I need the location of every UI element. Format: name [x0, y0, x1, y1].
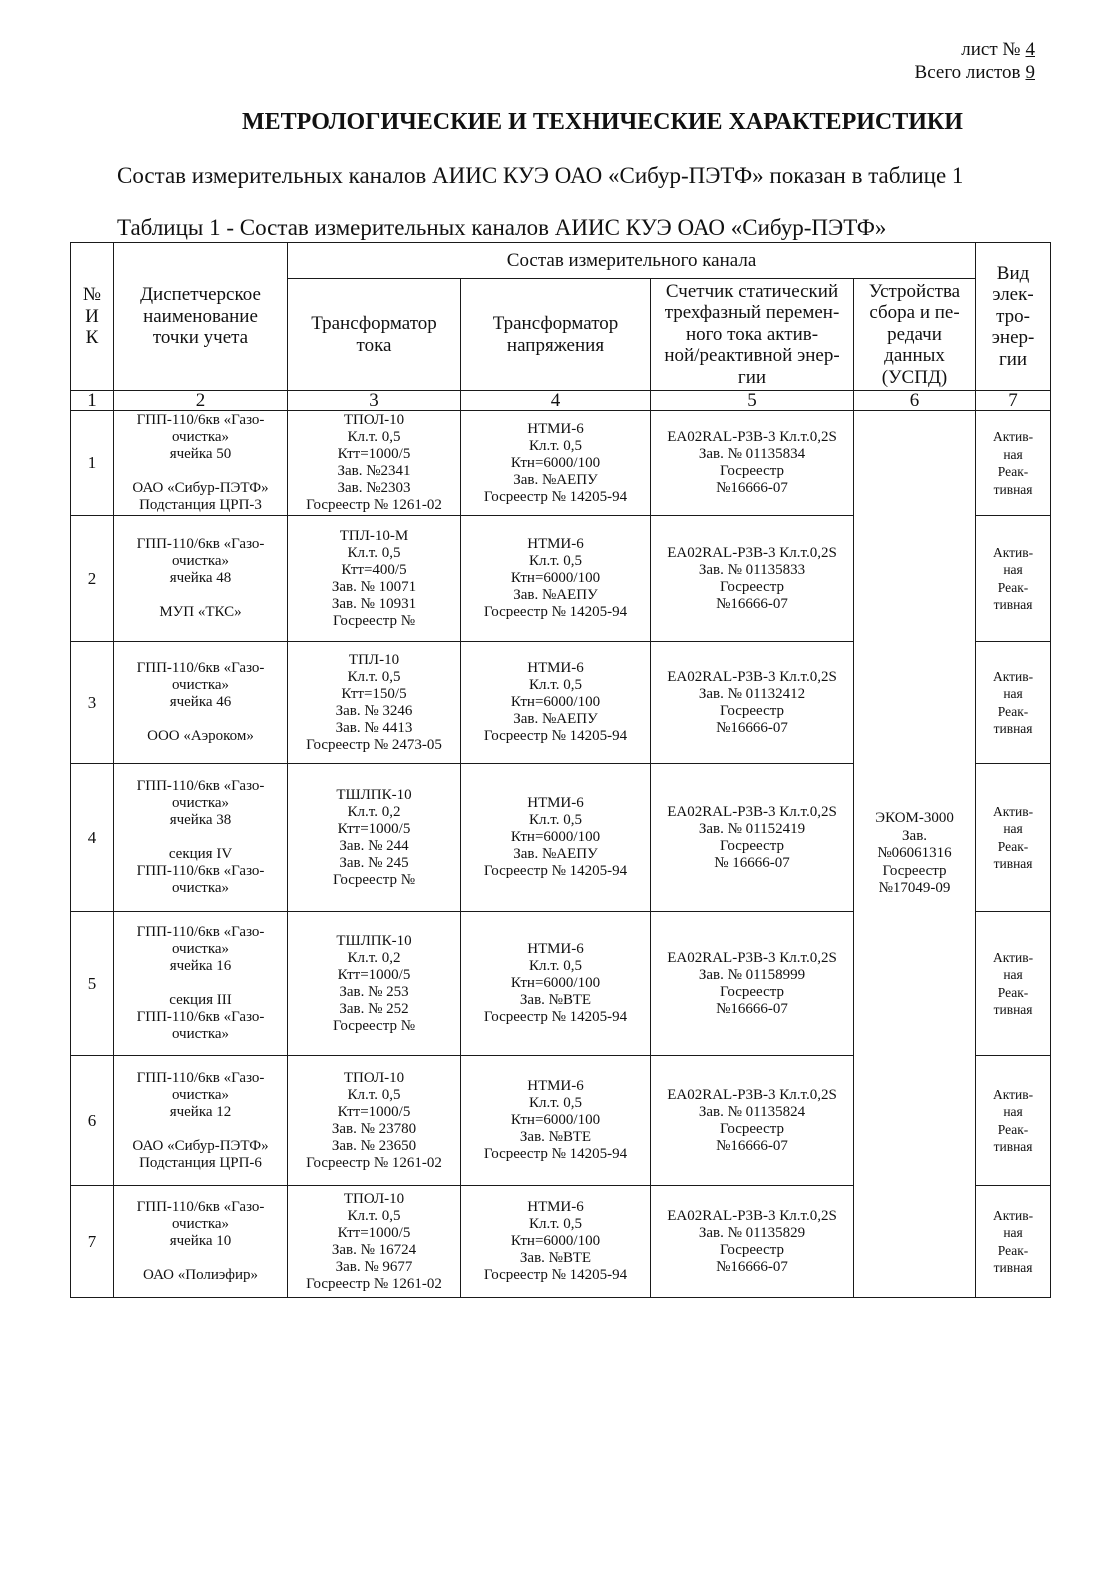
sheet-info — [915, 38, 1035, 84]
header-line: Диспетчерское — [140, 284, 261, 306]
column-number-1: 1 — [71, 391, 114, 411]
energy-type-line: Актив- — [992, 1086, 1034, 1102]
current-transformer-line: Ктт=1000/5 — [337, 1103, 411, 1120]
meter-line: EA02RAL-P3B-3 Кл.т.0,2S — [667, 1207, 837, 1224]
meter-line: EA02RAL-P3B-3 Кл.т.0,2S — [667, 544, 837, 561]
energy-type-cell — [976, 764, 1051, 912]
current-transformer-line: ТПОЛ-10 — [343, 1069, 405, 1086]
point-name-cell — [114, 642, 288, 764]
sheet-total-number: 9 — [1025, 62, 1035, 83]
point-owner — [116, 480, 285, 514]
voltage-transformer-line: Кл.т. 0,5 — [529, 1216, 582, 1232]
column-number-row — [71, 391, 1051, 411]
header-line: тока — [356, 334, 392, 356]
current-transformer-line: Ктт=1000/5 — [337, 820, 411, 837]
point-name-cell — [114, 764, 288, 912]
ik-number-cell: 7 — [71, 1186, 114, 1298]
header-line: Трансформатор — [492, 313, 619, 334]
uspd-device-line: №17049-09 — [878, 880, 951, 897]
column-number-7: 7 — [976, 391, 1051, 411]
current-transformer-line: ТПЛ-10 — [348, 651, 400, 668]
header-line: данных — [884, 345, 945, 367]
energy-type-cell — [976, 516, 1051, 642]
point-name-line: очистка» — [171, 1086, 230, 1103]
header-row-top — [71, 243, 1051, 279]
column-number-2: 2 — [114, 391, 288, 411]
meter-cell — [651, 1186, 854, 1298]
meter-cell — [651, 516, 854, 642]
energy-type-line: тивная — [993, 481, 1033, 497]
energy-type-cell — [976, 411, 1051, 516]
voltage-transformer-line: Кл.т. 0,5 — [529, 677, 582, 693]
point-name-line: очистка» — [171, 795, 230, 811]
voltage-transformer-line: Кл.т. 0,5 — [529, 812, 582, 828]
energy-type-line: Актив- — [992, 544, 1034, 560]
voltage-transformer-cell — [461, 642, 651, 764]
uspd-device-cell — [854, 411, 976, 1298]
point-name-cell — [114, 516, 288, 642]
column-number-3: 3 — [288, 391, 461, 411]
energy-type-line: тивная — [993, 1139, 1033, 1154]
sheet-total-line — [915, 61, 1035, 84]
header-line: Трансформатор — [311, 313, 437, 334]
current-transformer-line: Зав. № 3246 — [335, 702, 413, 719]
voltage-transformer-line: Госреестр № 14205-94 — [483, 1009, 628, 1025]
header-energy-type — [976, 243, 1051, 391]
header-ik-number — [71, 243, 114, 391]
point-owner-line: ОАО «Полиэфир» — [143, 1267, 258, 1283]
point-name-line: очистка» — [171, 429, 230, 445]
meter-line: Зав. № 01135834 — [698, 446, 806, 462]
current-transformer-line: Кл.т. 0,5 — [347, 668, 401, 685]
uspd-device-line: №06061316 — [877, 845, 952, 862]
voltage-transformer-line: НТМИ-6 — [527, 1199, 584, 1215]
energy-type-line: ная — [1003, 562, 1023, 577]
point-name-line: ячейка 12 — [169, 1103, 232, 1120]
energy-type-line: Актив- — [992, 949, 1034, 965]
point-name-line: ячейка 10 — [169, 1233, 232, 1249]
energy-type-line: ная — [1003, 967, 1023, 982]
energy-type-line: ная — [1003, 686, 1023, 701]
voltage-transformer-cell — [461, 516, 651, 642]
voltage-transformer-line: Кл.т. 0,5 — [529, 553, 582, 569]
current-transformer-line: Зав. № 23650 — [331, 1137, 417, 1154]
sheet-label: лист № — [961, 39, 1021, 60]
current-transformer-line: Госреестр № 1261-02 — [306, 1275, 442, 1292]
voltage-transformer-cell — [461, 764, 651, 912]
voltage-transformer-line: Зав. №АЕПУ — [513, 587, 598, 603]
header-line: Устройства — [868, 280, 961, 302]
point-name-line: очистка» — [171, 553, 230, 569]
spacer — [116, 829, 285, 846]
point-name-line: ячейка 46 — [169, 694, 232, 710]
meter-cell — [651, 642, 854, 764]
energy-type-line: Актив- — [992, 668, 1034, 684]
current-transformer-line: Госреестр № 2473-05 — [306, 736, 442, 753]
current-transformer-line: Кл.т. 0,5 — [347, 1086, 401, 1103]
header-channel-group: Состав измерительного канала — [288, 243, 976, 279]
voltage-transformer-line: Кл.т. 0,5 — [529, 437, 582, 454]
current-transformer-cell — [288, 1056, 461, 1186]
sheet-number-line — [915, 38, 1035, 61]
meter-line: №16666-07 — [716, 1000, 788, 1017]
voltage-transformer-line: Ктн=6000/100 — [510, 454, 601, 471]
energy-type-line: Реак- — [997, 579, 1029, 595]
meter-line: №16666-07 — [716, 1258, 788, 1275]
column-number-4: 4 — [461, 391, 651, 411]
voltage-transformer-line: Ктн=6000/100 — [510, 694, 601, 710]
point-feeder — [116, 412, 285, 463]
meter-line: Зав. № 01158999 — [698, 966, 806, 983]
spacer — [116, 711, 285, 728]
current-transformer-line: ТПОЛ-10 — [343, 1190, 405, 1207]
voltage-transformer-line: НТМИ-6 — [527, 536, 584, 552]
point-feeder — [116, 1070, 285, 1121]
voltage-transformer-line: Госреестр № 14205-94 — [483, 1267, 628, 1283]
meter-cell — [651, 1056, 854, 1186]
header-line: ной/реактивной энер- — [664, 345, 840, 367]
current-transformer-cell — [288, 642, 461, 764]
current-transformer-line: Кл.т. 0,2 — [347, 949, 401, 966]
voltage-transformer-line: НТМИ-6 — [527, 795, 584, 811]
current-transformer-line: Госреестр № 1261-02 — [306, 497, 442, 513]
ik-number-cell: 5 — [71, 912, 114, 1056]
point-name-cell — [114, 1186, 288, 1298]
meter-line: Госреестр — [720, 1120, 784, 1137]
energy-type-cell — [976, 1056, 1051, 1186]
current-transformer-line: Зав. № 16724 — [331, 1241, 417, 1258]
point-name-cell — [114, 1056, 288, 1186]
energy-type-line: тивная — [993, 856, 1033, 871]
current-transformer-line: Зав. №2341 — [337, 463, 411, 479]
point-owner — [116, 1267, 285, 1284]
point-name-line: очистка» — [171, 941, 230, 957]
point-name-line: ГПП-110/6кв «Газо- — [136, 1069, 265, 1086]
current-transformer-line: Госреестр № — [332, 1017, 416, 1034]
energy-type-line: Реак- — [997, 464, 1029, 479]
point-feeder — [116, 924, 285, 975]
energy-type-line: тивная — [993, 1002, 1033, 1017]
point-name-line: ГПП-110/6кв «Газо- — [136, 660, 265, 676]
energy-type-line: тивная — [993, 1260, 1033, 1275]
meter-line: №16666-07 — [716, 480, 788, 496]
voltage-transformer-line: Ктн=6000/100 — [510, 975, 601, 991]
voltage-transformer-line: НТМИ-6 — [527, 941, 584, 957]
current-transformer-line: ТПОЛ-10 — [343, 412, 405, 428]
current-transformer-cell — [288, 516, 461, 642]
meter-line: EA02RAL-P3B-3 Кл.т.0,2S — [667, 1086, 837, 1103]
meter-line: №16666-07 — [716, 1137, 788, 1154]
current-transformer-line: Кл.т. 0,5 — [347, 429, 401, 445]
header-line: Вид — [996, 262, 1030, 284]
header-line: (УСПД) — [881, 366, 948, 388]
voltage-transformer-line: Зав. №АЕПУ — [513, 711, 598, 727]
point-owner-line: Подстанция ЦРП-6 — [139, 1154, 262, 1171]
meter-line: Госреестр — [720, 837, 784, 854]
meter-line: №16666-07 — [716, 719, 788, 736]
ik-number-cell: 3 — [71, 642, 114, 764]
meter-cell — [651, 912, 854, 1056]
energy-type-line: Актив- — [992, 429, 1034, 444]
point-feeder — [116, 1199, 285, 1250]
point-name-line: ячейка 48 — [169, 570, 232, 586]
current-transformer-line: Зав. № 23780 — [331, 1120, 417, 1137]
header-line: № — [82, 284, 102, 306]
current-transformer-line: Зав. № 10071 — [331, 578, 417, 595]
energy-type-line: ная — [1003, 446, 1023, 462]
point-owner-line: ООО «Аэроком» — [147, 728, 254, 744]
table-caption: Таблицы 1 - Состав измерительных каналов АИИС КУЭ ОАО «Сибур-ПЭТФ» — [117, 215, 887, 240]
voltage-transformer-line: Госреестр № 14205-94 — [483, 604, 628, 620]
header-line: гии — [737, 366, 767, 388]
current-transformer-line: Зав. № 10931 — [331, 595, 417, 612]
current-transformer-line: Зав. № 253 — [339, 983, 409, 1000]
ik-number-cell: 6 — [71, 1056, 114, 1186]
voltage-transformer-line: Кл.т. 0,5 — [529, 1095, 582, 1111]
meter-cell — [651, 764, 854, 912]
current-transformer-line: ТШЛПК-10 — [336, 932, 412, 949]
uspd-device-line: Зав. — [902, 827, 928, 844]
header-line: напряжения — [506, 334, 605, 356]
header-line: трехфазный перемен- — [664, 302, 840, 324]
voltage-transformer-line: Зав. №ВТЕ — [519, 1250, 592, 1266]
voltage-transformer-cell — [461, 411, 651, 516]
point-feeder — [116, 778, 285, 829]
voltage-transformer-line: НТМИ-6 — [527, 660, 584, 676]
point-owner-line: очистка» — [171, 880, 230, 896]
voltage-transformer-cell — [461, 912, 651, 1056]
meter-line: Зав. № 01135833 — [698, 561, 806, 578]
voltage-transformer-line: Госреестр № 14205-94 — [483, 863, 628, 879]
point-owner — [116, 992, 285, 1043]
spacer — [116, 975, 285, 992]
energy-type-line: Актив- — [992, 803, 1034, 819]
point-owner-line: очистка» — [171, 1026, 230, 1042]
voltage-transformer-line: Зав. №АЕПУ — [513, 471, 598, 488]
current-transformer-line: ТПЛ-10-М — [339, 527, 409, 544]
current-transformer-line: Ктт=1000/5 — [337, 966, 411, 983]
current-transformer-cell — [288, 764, 461, 912]
energy-type-cell — [976, 912, 1051, 1056]
point-name-line: ячейка 50 — [169, 446, 232, 462]
meter-line: EA02RAL-P3B-3 Кл.т.0,2S — [667, 803, 837, 820]
energy-type-line: Реак- — [997, 838, 1029, 854]
point-name-line: ГПП-110/6кв «Газо- — [136, 924, 265, 940]
point-name-line: ячейка 16 — [169, 958, 232, 974]
point-name-line: ГПП-110/6кв «Газо- — [136, 536, 265, 552]
header-line: сбора и пе- — [869, 302, 960, 324]
energy-type-line: тивная — [993, 721, 1033, 736]
meter-line: Госреестр — [720, 463, 784, 479]
voltage-transformer-line: Госреестр № 14205-94 — [483, 1146, 628, 1162]
current-transformer-line: Зав. № 4413 — [335, 719, 413, 736]
energy-type-line: Реак- — [997, 1242, 1029, 1258]
point-name-line: ГПП-110/6кв «Газо- — [136, 778, 265, 794]
energy-type-line: тивная — [993, 597, 1033, 612]
point-name-cell — [114, 411, 288, 516]
point-name-line: ячейка 38 — [169, 812, 232, 828]
meter-line: EA02RAL-P3B-3 Кл.т.0,2S — [667, 949, 837, 966]
column-number-5: 5 — [651, 391, 854, 411]
energy-type-line: Актив- — [992, 1207, 1034, 1223]
current-transformer-line: Зав. №2303 — [337, 480, 411, 496]
point-owner-line: ГПП-110/6кв «Газо- — [136, 863, 265, 879]
point-owner — [116, 604, 285, 621]
spacer — [116, 1250, 285, 1267]
current-transformer-line: Зав. № 252 — [339, 1000, 409, 1017]
ik-number-cell: 1 — [71, 411, 114, 516]
current-transformer-line: Кл.т. 0,5 — [347, 544, 401, 561]
point-owner-line: Подстанция ЦРП-3 — [139, 497, 262, 513]
voltage-transformer-line: НТМИ-6 — [527, 1078, 584, 1094]
measurement-channels-table — [70, 242, 1051, 1298]
header-line: элек- — [992, 284, 1034, 306]
voltage-transformer-line: Зав. №АЕПУ — [513, 846, 598, 862]
uspd-device-line: Госреестр — [882, 862, 947, 879]
energy-type-line: Реак- — [997, 984, 1029, 1000]
header-point-name — [114, 243, 288, 391]
current-transformer-line: Зав. № 245 — [339, 854, 409, 871]
current-transformer-line: Ктт=1000/5 — [337, 1224, 411, 1241]
voltage-transformer-line: Ктн=6000/100 — [510, 829, 601, 845]
current-transformer-cell — [288, 1186, 461, 1298]
header-voltage-transformer — [461, 279, 651, 391]
energy-type-line: Реак- — [997, 1121, 1029, 1137]
current-transformer-line: Зав. № 244 — [339, 837, 409, 854]
point-feeder — [116, 536, 285, 587]
current-transformer-cell — [288, 411, 461, 516]
meter-line: Зав. № 01152419 — [698, 820, 806, 837]
column-number-6: 6 — [854, 391, 976, 411]
meter-line: EA02RAL-P3B-3 Кл.т.0,2S — [667, 429, 837, 445]
meter-line: EA02RAL-P3B-3 Кл.т.0,2S — [667, 668, 837, 685]
header-line: К — [85, 327, 99, 349]
point-feeder — [116, 660, 285, 711]
current-transformer-line: Ктт=150/5 — [341, 685, 407, 702]
point-owner-line: ГПП-110/6кв «Газо- — [136, 1009, 265, 1025]
point-owner-line: ОАО «Сибур-ПЭТФ» — [132, 1137, 269, 1154]
point-owner-line: МУП «ТКС» — [159, 604, 242, 620]
point-owner — [116, 846, 285, 897]
energy-type-line: ная — [1003, 821, 1023, 836]
voltage-transformer-line: Зав. №ВТЕ — [519, 1129, 592, 1145]
sheet-number: 4 — [1025, 39, 1035, 60]
ik-number-cell: 2 — [71, 516, 114, 642]
header-line: точки учета — [152, 327, 249, 349]
current-transformer-line: Зав. № 9677 — [335, 1258, 413, 1275]
spacer — [116, 463, 285, 480]
meter-line: Зав. № 01132412 — [698, 685, 806, 702]
voltage-transformer-line: Зав. №ВТЕ — [519, 992, 592, 1008]
meter-line: №16666-07 — [716, 595, 788, 612]
ik-number-cell: 4 — [71, 764, 114, 912]
point-name-line: ГПП-110/6кв «Газо- — [136, 1199, 265, 1215]
header-line: гии — [998, 348, 1028, 370]
header-line: Счетчик статический — [665, 280, 839, 302]
current-transformer-line: Госреестр № — [332, 871, 416, 888]
meter-line: № 16666-07 — [714, 854, 790, 871]
voltage-transformer-line: Ктн=6000/100 — [510, 1233, 601, 1249]
header-line: энер- — [991, 327, 1035, 349]
current-transformer-line: Кл.т. 0,2 — [347, 803, 401, 820]
meter-line: Госреестр — [720, 983, 784, 1000]
meter-cell — [651, 411, 854, 516]
spacer — [116, 587, 285, 604]
meter-line: Зав. № 01135824 — [698, 1103, 806, 1120]
current-transformer-line: Госреестр № 1261-02 — [306, 1154, 442, 1171]
voltage-transformer-line: Ктн=6000/100 — [510, 1112, 601, 1128]
header-line: ного тока актив- — [685, 323, 819, 345]
point-owner-line: ОАО «Сибур-ПЭТФ» — [132, 480, 269, 496]
voltage-transformer-cell — [461, 1186, 651, 1298]
current-transformer-cell — [288, 912, 461, 1056]
energy-type-cell — [976, 1186, 1051, 1298]
header-line: редачи — [887, 323, 942, 345]
point-owner — [116, 728, 285, 745]
uspd-device-line: ЭКОМ-3000 — [875, 810, 954, 827]
header-uspd — [854, 279, 976, 391]
sheet-total-label: Всего листов — [914, 62, 1021, 83]
voltage-transformer-line: НТМИ-6 — [527, 420, 584, 437]
table-row — [71, 411, 1051, 516]
header-meter — [651, 279, 854, 391]
point-owner-line: секция IV — [168, 846, 233, 862]
voltage-transformer-line: Кл.т. 0,5 — [529, 958, 582, 974]
meter-line: Госреестр — [720, 702, 784, 719]
intro-text: Состав измерительных каналов АИИС КУЭ ОАО «Сибур-ПЭТФ» показан в таблице 1 — [117, 163, 964, 188]
energy-type-cell — [976, 642, 1051, 764]
point-owner — [116, 1138, 285, 1172]
point-name-cell — [114, 912, 288, 1056]
spacer — [116, 1121, 285, 1138]
energy-type-line: ная — [1003, 1104, 1023, 1119]
point-name-line: очистка» — [171, 1216, 230, 1232]
point-name-line: ГПП-110/6кв «Газо- — [136, 412, 265, 428]
meter-line: Госреестр — [720, 578, 784, 595]
voltage-transformer-line: Госреестр № 14205-94 — [483, 728, 628, 744]
header-line: наименование — [143, 305, 258, 327]
current-transformer-line: Ктт=400/5 — [341, 561, 407, 578]
page-title: МЕТРОЛОГИЧЕСКИЕ И ТЕХНИЧЕСКИЕ ХАРАКТЕРИСТИКИ — [242, 109, 963, 135]
header-line: тро- — [996, 305, 1030, 327]
point-name-line: очистка» — [171, 677, 230, 693]
voltage-transformer-cell — [461, 1056, 651, 1186]
meter-line: Зав. № 01135829 — [698, 1224, 806, 1241]
voltage-transformer-line: Госреестр № 14205-94 — [483, 488, 628, 505]
current-transformer-line: Госреестр № — [332, 612, 416, 629]
voltage-transformer-line: Ктн=6000/100 — [510, 570, 601, 586]
energy-type-line: ная — [1003, 1225, 1023, 1240]
point-owner-line: секция III — [169, 992, 232, 1008]
current-transformer-line: ТШЛПК-10 — [336, 786, 412, 803]
meter-line: Госреестр — [720, 1241, 784, 1258]
header-line: И — [85, 305, 99, 327]
header-current-transformer — [288, 279, 461, 391]
energy-type-line: Реак- — [997, 703, 1029, 719]
current-transformer-line: Кл.т. 0,5 — [347, 1207, 401, 1224]
current-transformer-line: Ктт=1000/5 — [337, 446, 411, 462]
